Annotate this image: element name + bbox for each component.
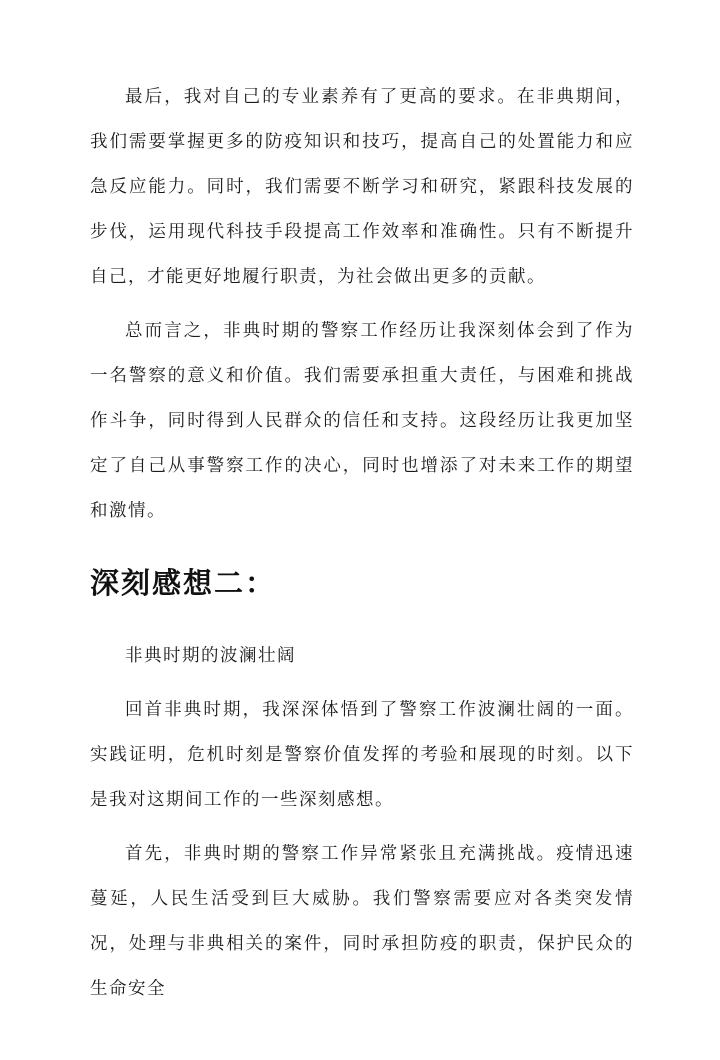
paragraph-first-point: 首先，非典时期的警察工作异常紧张且充满挑战。疫情迅速蔓延，人民生活受到巨大威胁。我们警察需要应对各类突发情况，处理与非典相关的案件，同时承担防疫的职责，保护民众的生命安全 (90, 843, 634, 998)
paragraph-professional-quality: 最后，我对自己的专业素养有了更高的要求。在非典期间，我们需要掌握更多的防疫知识和技巧，提高自己的处置能力和应急反应能力。同时，我们需要不断学习和研究，紧跟科技发展的步伐，运用现代科技手段提高工作效率和准确性。只有不断提升自己，才能更好地履行职责，为社会做出更多的贡献。 (90, 86, 634, 286)
paragraph-subtitle: 非典时期的波澜壮阔 (125, 645, 296, 665)
paragraph-looking-back: 回首非典时期，我深深体悟到了警察工作波澜壮阔的一面。实践证明，危机时刻是警察价值发挥的考验和展现的时刻。以下是我对这期间工作的一些深刻感想。 (90, 699, 634, 809)
section-heading-reflection-two: 深刻感想二： (90, 568, 277, 600)
paragraph-summary: 总而言之，非典时期的警察工作经历让我深刻体会到了作为一名警察的意义和价值。我们需要承担重大责任，与困难和挑战作斗争，同时得到人民群众的信任和支持。这段经历让我更加坚定了自己从事警察工作的决心，同时也增添了对未来工作的期望和激情。 (90, 320, 634, 520)
